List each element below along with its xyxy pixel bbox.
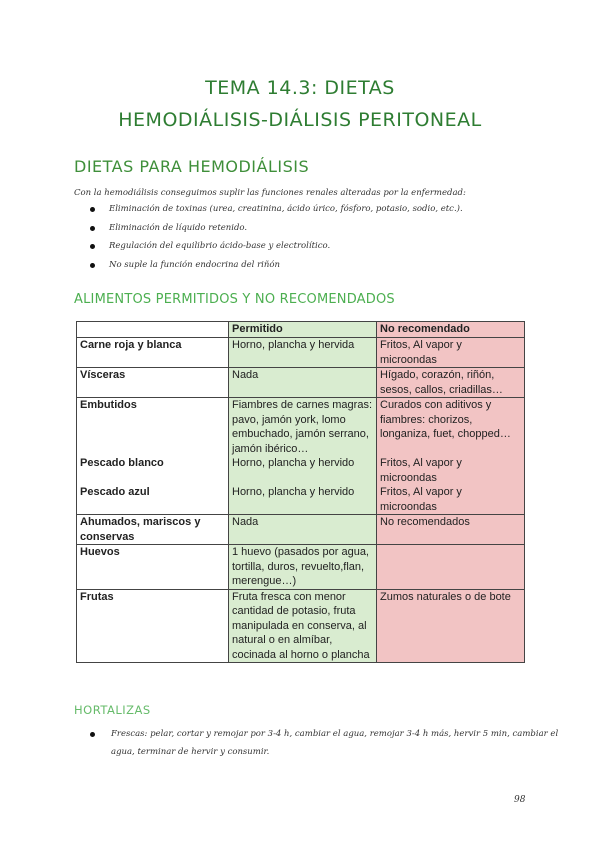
row-no-recomendado: Fritos, Al vapor y microondas bbox=[377, 338, 525, 368]
spacer bbox=[232, 471, 373, 486]
header-cell-empty bbox=[77, 322, 229, 338]
section-heading-hemodialisis: DIETAS PARA HEMODIÁLISIS bbox=[74, 157, 310, 176]
row-permitido: Horno, plancha y hervido bbox=[232, 457, 355, 469]
row-permitido: Nada bbox=[229, 368, 377, 398]
spacer bbox=[80, 500, 225, 515]
row-category: Embutidos bbox=[80, 399, 137, 411]
page-number: 98 bbox=[514, 795, 526, 805]
row-permitido: 1 huevo (pasados por agua, tortilla, duros, revuelto,flan, merengue…) bbox=[229, 545, 377, 590]
row-no-recomendado: Fritos, Al vapor y microondas bbox=[380, 457, 462, 484]
row-category: Frutas bbox=[77, 589, 229, 663]
list-item: Eliminación de toxinas (urea, creatinina, ácido úrico, fósforo, potasio, sodio, etc.). bbox=[74, 200, 544, 219]
row-permitido: Fruta fresca con menor cantidad de potasio, fruta manipulada en conserva, al natural o en almíbar, cocinada al horno o plancha bbox=[229, 589, 377, 663]
list-item: Regulación del equilibrio ácido-base y electrolítico. bbox=[74, 237, 544, 256]
food-table bbox=[76, 321, 525, 663]
spacer bbox=[380, 442, 521, 457]
row-no-recomendado bbox=[377, 545, 525, 590]
intro-text: Con la hemodiálisis conseguimos suplir las funciones renales alteradas por la enfermedad: bbox=[74, 188, 466, 198]
row-category: Pescado azul bbox=[80, 486, 150, 498]
row-permitido: Fiambres de carnes magras: pavo, jamón york, lomo embuchado, jamón serrano, jamón ibérico… bbox=[232, 399, 372, 455]
row-permitido: Nada bbox=[229, 515, 377, 545]
row-category: Pescado blanco bbox=[80, 457, 164, 469]
row-no-recomendado: Zumos naturales o de bote bbox=[377, 589, 525, 663]
section-heading-hortalizas: HORTALIZAS bbox=[74, 703, 151, 717]
row-category: Ahumados, mariscos y conservas bbox=[77, 515, 229, 545]
row-category-group bbox=[77, 398, 229, 515]
table-row bbox=[77, 398, 525, 515]
list-item: Eliminación de líquido retenido. bbox=[74, 219, 544, 238]
row-category: Huevos bbox=[77, 545, 229, 590]
table-row bbox=[77, 589, 525, 663]
row-no-recomendado: Fritos, Al vapor y microondas bbox=[380, 486, 462, 513]
page-title-line1: TEMA 14.3: DIETAS bbox=[205, 77, 395, 99]
page-title-line2: HEMODIÁLISIS-DIÁLISIS PERITONEAL bbox=[118, 109, 482, 131]
table-row bbox=[77, 545, 525, 590]
section-heading-alimentos: ALIMENTOS PERMITIDOS Y NO RECOMENDADOS bbox=[74, 292, 395, 307]
table-row bbox=[77, 338, 525, 368]
table-row bbox=[77, 368, 525, 398]
list-item: No suple la función endocrina del riñón bbox=[74, 256, 544, 275]
row-permitido-group bbox=[229, 398, 377, 515]
row-no-recomendado: Curados con aditivos y fiambres: chorizos, longaniza, fuet, chopped… bbox=[380, 399, 511, 440]
row-no-recomendado: No recomendados bbox=[377, 515, 525, 545]
table-row bbox=[77, 515, 525, 545]
bullet-list bbox=[74, 200, 544, 274]
header-cell-no-recomendado: No recomendado bbox=[377, 322, 525, 338]
list-item: Frescas: pelar, cortar y remojar por 3-4 h, cambiar el agua, remojar 3-4 h más, hervir 5 min, cambiar el agua, terminar de hervir y consumir. bbox=[74, 725, 571, 761]
row-category: Vísceras bbox=[77, 368, 229, 398]
row-permitido: Horno, plancha y hervida bbox=[229, 338, 377, 368]
row-no-recomendado: Hígado, corazón, riñón, sesos, callos, criadillas… bbox=[377, 368, 525, 398]
spacer bbox=[80, 471, 225, 486]
table-header-row bbox=[77, 322, 525, 338]
spacer bbox=[80, 413, 225, 457]
header-cell-permitido: Permitido bbox=[229, 322, 377, 338]
row-category: Carne roja y blanca bbox=[77, 338, 229, 368]
row-permitido: Horno, plancha y hervido bbox=[232, 486, 355, 498]
row-no-recomendado-group bbox=[377, 398, 525, 515]
